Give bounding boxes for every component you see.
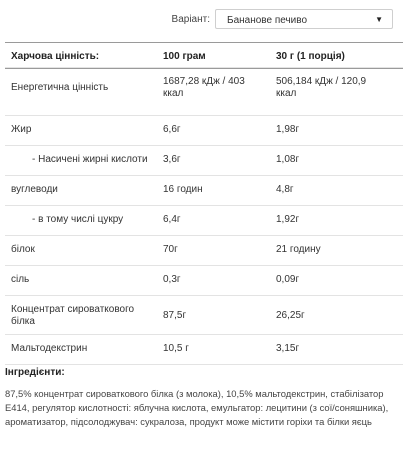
header-nutrition: Харчова цінність: [11,51,100,62]
table-row [5,266,403,296]
variant-row [0,9,408,31]
table-row [5,296,403,335]
header-per-serving: 30 г (1 порція) [276,51,345,62]
table-row [5,146,403,176]
variant-selected-value: Бананове печиво [227,15,308,26]
row-per-100g: 0,3г [163,274,181,285]
top-divider [5,42,403,43]
table-row [5,68,403,116]
ingredients-text: 87,5% концентрат сироваткового білка (з молока), 10,5% мальтодекстрин, стабілізатор E414, регулятор кислотності: яблучна кислота, емульгатор: лецитини (з сої/соняшника), ароматизатор, підсолоджувач: сукралоза, продукт може містити горіхи та білки яєць [5,388,389,427]
row-per-100g: 6,6г [163,124,181,135]
row-name: - в тому числі цукру [32,214,124,225]
row-name: Енергетична цінність [11,82,109,93]
row-name: Жир [11,124,32,135]
row-per-100g: 1687,28 кДж / 403 ккал [163,76,245,99]
header-divider [5,68,403,69]
table-header-row [5,45,403,68]
row-per-100g: 70г [163,244,178,255]
table-row [5,176,403,206]
row-per-serving: 0,09г [276,274,300,285]
row-name: - Насичені жирні кислоти [32,154,148,165]
ingredients-title: Інгредієнти: [5,367,65,378]
caret-down-icon: ▼ [375,15,383,24]
table-row [5,335,403,365]
table-row [5,116,403,146]
table-row [5,206,403,236]
row-per-serving: 1,98г [276,124,300,135]
row-per-serving: 4,8г [276,184,294,195]
row-per-serving: 1,08г [276,154,300,165]
row-per-serving: 1,92г [276,214,300,225]
variant-label: Варіант: [171,14,210,25]
row-per-serving: 21 годину [276,244,321,255]
row-per-100g: 6,4г [163,214,181,225]
header-per-100g: 100 грам [163,51,206,62]
row-per-100g: 16 годин [163,184,203,195]
row-per-serving: 26,25г [276,310,305,321]
row-name: білок [11,244,35,255]
row-per-serving: 506,184 кДж / 120,9 ккал [276,76,367,99]
row-name: Мальтодекстрин [11,343,88,354]
table-row [5,236,403,266]
row-per-serving: 3,15г [276,343,300,354]
nutrition-table [5,45,403,365]
row-name: вуглеводи [11,184,58,195]
row-per-100g: 3,6г [163,154,181,165]
row-per-100g: 87,5г [163,310,187,321]
row-per-100g: 10,5 г [163,343,189,354]
row-name: Концентрат сироваткового білка [11,304,135,327]
variant-select[interactable] [215,9,393,29]
row-name: сіль [11,274,30,285]
